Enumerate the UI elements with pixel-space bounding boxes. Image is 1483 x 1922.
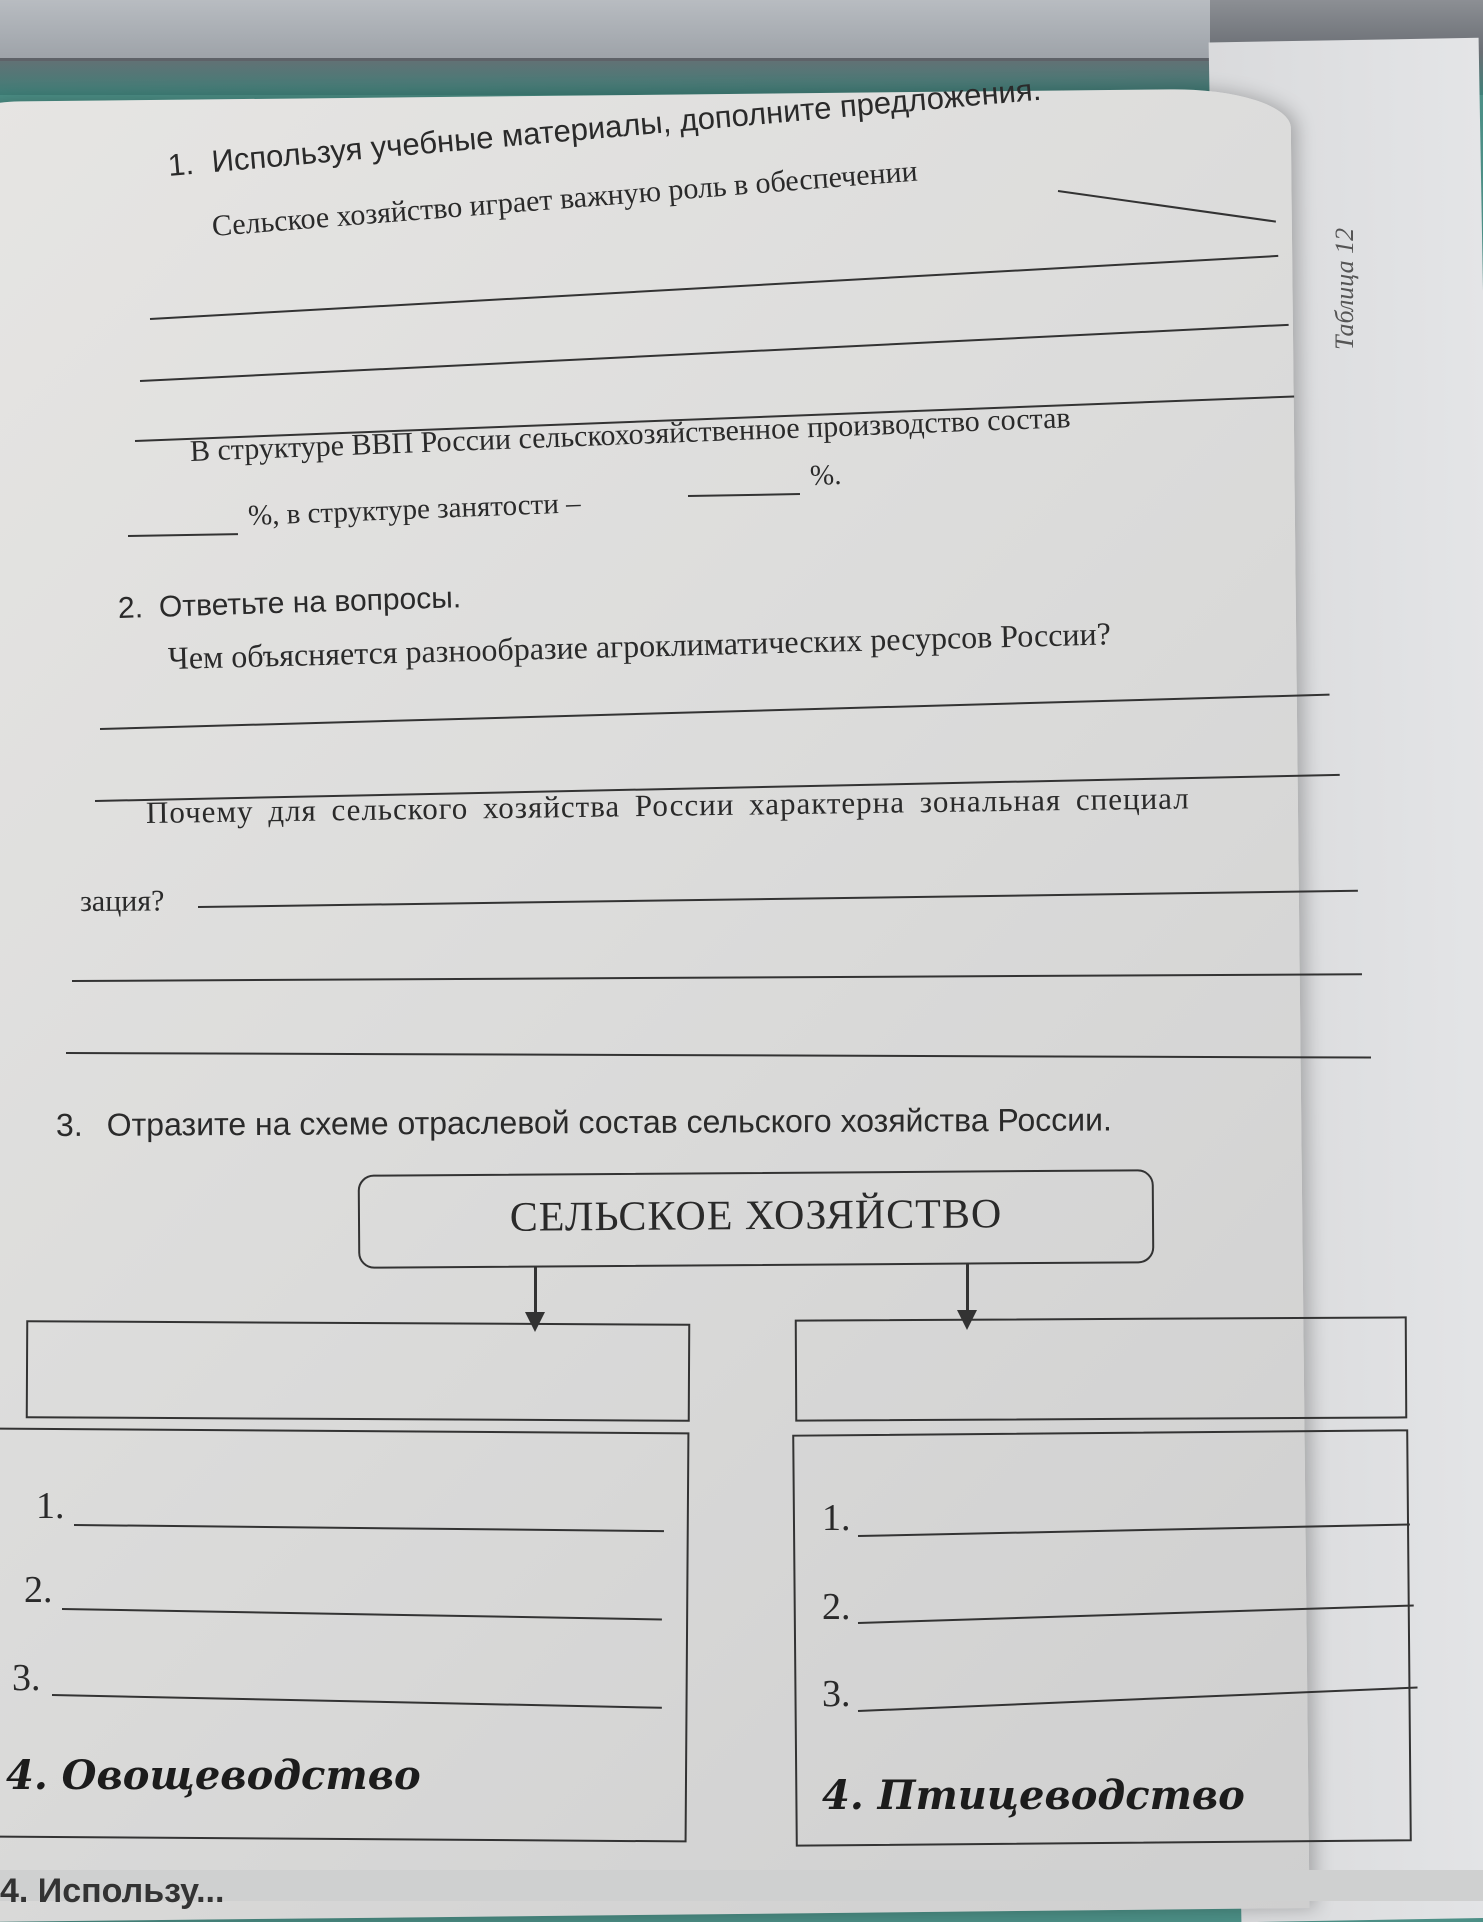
- answer-line[interactable]: [66, 1052, 1371, 1059]
- right-handwritten-answer: 4. Птицеводство: [822, 1772, 1245, 1819]
- answer-line[interactable]: [198, 890, 1358, 908]
- task2-question2-line2: зация?: [79, 884, 165, 918]
- task1-sentence1: Сельское хозяйство играет важную роль в обеспечении: [210, 154, 919, 243]
- task2-question1: Чем объясняется разнообразие агроклиматических ресурсов России?: [167, 615, 1112, 676]
- right-item-number: 3.: [822, 1673, 851, 1715]
- task1-title: Используя учебные материалы, дополните предложения.: [210, 71, 1043, 180]
- answer-line[interactable]: [72, 973, 1362, 982]
- answer-line[interactable]: [100, 694, 1330, 730]
- left-branch-box[interactable]: [26, 1320, 691, 1421]
- table-side-label: Таблица 12: [1330, 227, 1359, 350]
- task1-sentence2: В структуре ВВП России сельскохозяйственное производство состав: [189, 401, 1072, 468]
- answer-line[interactable]: [1058, 190, 1276, 223]
- next-task-partial: 4. Использу...: [0, 1872, 225, 1910]
- task3-heading: [56, 1101, 1112, 1144]
- task3-number: 3.: [55, 1106, 83, 1143]
- answer-line-short[interactable]: [128, 533, 238, 537]
- left-item-number: 3.: [12, 1657, 41, 1699]
- answer-line-short[interactable]: [688, 493, 800, 497]
- task3-title: Отразите на схеме отраслевой состав сельского хозяйства России.: [106, 1101, 1112, 1143]
- answer-line[interactable]: [140, 324, 1289, 382]
- right-arrow-shaft: [966, 1264, 969, 1314]
- right-branch-box[interactable]: [795, 1316, 1408, 1421]
- left-item-number: 1.: [36, 1485, 65, 1527]
- task2-question2-line1: Почему для сельского хозяйства России характерна зональная специал: [145, 780, 1190, 830]
- task2-number: 2.: [117, 591, 144, 625]
- task2-heading: [117, 581, 461, 626]
- root-node-label: СЕЛЬСКОЕ ХОЗЯЙСТВО: [509, 1191, 1003, 1241]
- left-arrow-shaft: [534, 1266, 537, 1316]
- percent-end: %.: [809, 458, 842, 492]
- task1-sentence3: %, в структуре занятости –: [247, 487, 582, 532]
- left-handwritten-answer: 4. Овощеводство: [6, 1752, 421, 1799]
- right-item-number: 1.: [822, 1497, 851, 1539]
- answer-line[interactable]: [150, 255, 1278, 320]
- left-item-number: 2.: [24, 1569, 53, 1611]
- task2-title: Ответьте на вопросы.: [158, 581, 462, 624]
- right-item-number: 2.: [822, 1586, 851, 1628]
- task1-number: 1.: [166, 145, 196, 183]
- root-node-box: [358, 1169, 1155, 1269]
